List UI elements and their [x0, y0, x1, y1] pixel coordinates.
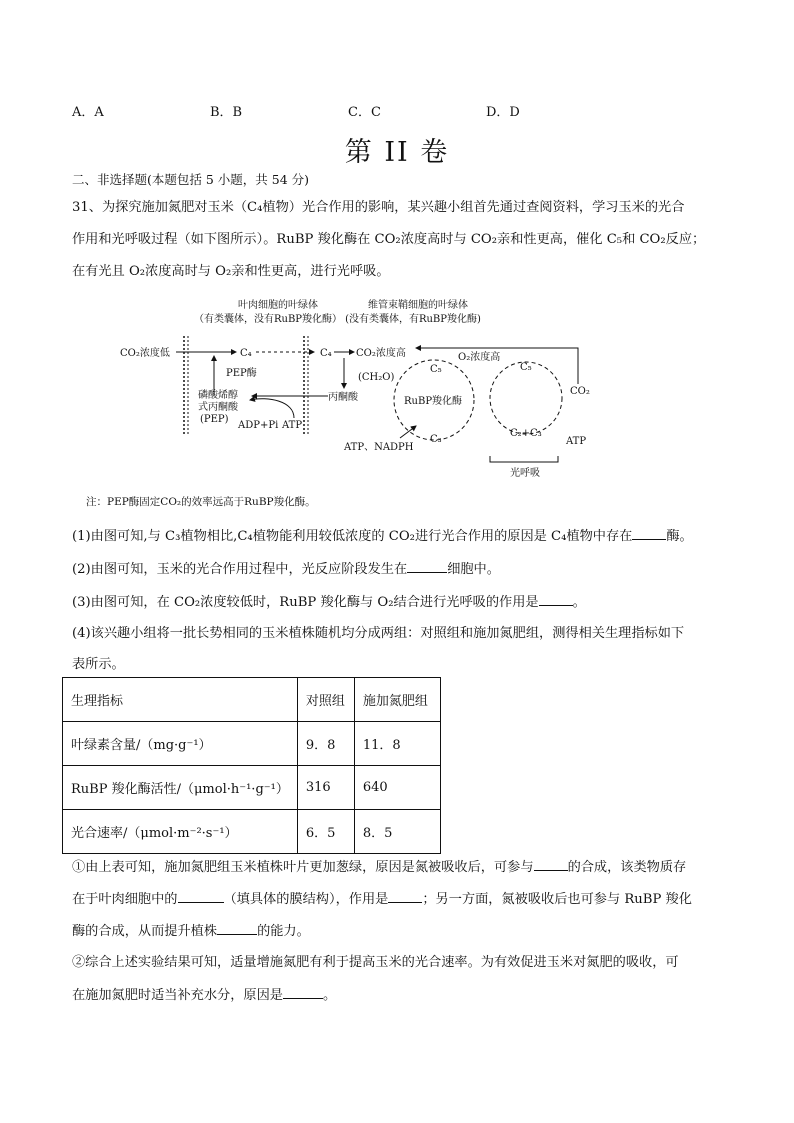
atp-right-label: ATP — [566, 436, 587, 447]
question-intro-line-1: 31、为探究施加氮肥对玉米（C₄植物）光合作用的影响，某兴趣小组首先通过查阅资料，学习玉米的光合 — [72, 200, 685, 215]
option-a: A．A — [72, 105, 104, 120]
co2-low-label: CO₂浓度低 — [120, 348, 170, 359]
o2-high-label: O₂浓度高 — [458, 352, 501, 363]
sub-question-2: (2)由图可知，玉米的光合作用过程中，光反应阶段发生在 细胞中。 — [72, 559, 732, 579]
c4-right-label: C₄ — [320, 348, 332, 359]
c5-left-label: C₅ — [430, 364, 442, 375]
table-cell: 8．5 — [354, 810, 440, 854]
pyruvate-label: 丙酮酸 — [328, 392, 358, 403]
conclusion-1-line-2: 在于叶肉细胞中的 （填具体的膜结构），作用是 ；另一方面，氮被吸收后也可参与 RuBP 羧化 — [72, 889, 732, 909]
c3-label: C₃ — [430, 434, 442, 445]
table-header-row — [63, 678, 441, 722]
c4-photosynthesis-diagram — [118, 296, 604, 486]
bundle-sheath-subtitle: (没有类囊体，有RuBP羧化酶) — [345, 314, 481, 325]
answer-blank[interactable] — [407, 559, 447, 573]
sub-question-3: (3)由图可知，在 CO₂浓度较低时，RuBP 羧化酶与 O₂结合进行光呼吸的作用是 。 — [72, 592, 732, 612]
atp-left-label: ATP — [282, 420, 303, 431]
table-row — [63, 766, 441, 810]
option-d: D．D — [486, 105, 520, 120]
sub-question-4-line-2: 表所示。 — [72, 657, 125, 672]
table-cell: 316 — [297, 766, 354, 810]
atp-nadph-label: ATP、NADPH — [344, 442, 414, 453]
pep-label-2: 式丙酮酸 — [198, 402, 238, 413]
answer-blank[interactable] — [534, 857, 568, 871]
table-row — [63, 722, 441, 766]
table-cell: 9．8 — [297, 722, 354, 766]
table-cell: 6．5 — [297, 810, 354, 854]
table-cell: 光合速率/（μmol·m⁻²·s⁻¹） — [63, 810, 298, 854]
section-title: 第 II 卷 — [344, 137, 450, 168]
pep-label-1: 磷酸烯醇 — [198, 390, 238, 401]
conclusion-2-line-2: 在施加氮肥时适当补充水分，原因是 。 — [72, 985, 732, 1005]
conclusion-1-line-3: 酶的合成，从而提升植株 的能力。 — [72, 921, 732, 941]
option-c: C．C — [348, 105, 381, 120]
question-intro-line-3: 在有光且 O₂浓度高时与 O₂亲和性更高，进行光呼吸。 — [72, 264, 390, 279]
option-b: B．B — [210, 105, 243, 120]
sub-question-1: (1)由图可知,与 C₃植物相比,C₄植物能利用较低浓度的 CO₂进行光合作用的原因是 C₄植物中存在 酶。 — [72, 526, 732, 546]
table-cell: 11．8 — [354, 722, 440, 766]
c5-right-label: C₅ — [520, 362, 532, 373]
c4-left-label: C₄ — [240, 348, 252, 359]
sub-question-4-line-1: (4)该兴趣小组将一批长势相同的玉米植株随机均分成两组：对照组和施加氮肥组，测得相关生理指标如下 — [72, 626, 685, 641]
pep-label-3: (PEP) — [200, 414, 229, 425]
answer-blank[interactable] — [217, 921, 257, 935]
answer-blank[interactable] — [283, 985, 323, 999]
mesophyll-subtitle: （有类囊体，没有RuBP羧化酶） — [193, 314, 343, 325]
ch2o-label: (CH₂O) — [358, 372, 395, 383]
answer-blank[interactable] — [388, 889, 422, 903]
mesophyll-title: 叶肉细胞的叶绿体 — [238, 300, 318, 311]
table-header: 生理指标 — [63, 678, 298, 722]
adp-label: ADP+Pi — [238, 420, 279, 431]
conclusion-1-line-1: ①由上表可知，施加氮肥组玉米植株叶片更加葱绿，原因是氮被吸收后，可参与 的合成，该类物质存 — [72, 857, 732, 877]
co2-high-label: CO₂浓度高 — [356, 348, 406, 359]
conclusion-2-line-1: ②综合上述实验结果可知，适量增施氮肥有利于提高玉米的光合速率。为有效促进玉米对氮肥的吸收，可 — [72, 955, 679, 970]
rubp-label: RuBP羧化酶 — [404, 396, 463, 407]
bundle-sheath-title: 维管束鞘细胞的叶绿体 — [368, 300, 468, 311]
diagram-note: 注：PEP酶固定CO₂的效率远高于RuBP羧化酶。 — [86, 496, 316, 508]
table-cell: 640 — [354, 766, 440, 810]
c2c3-label: C₂+C₃ — [510, 428, 542, 439]
co2-right-label: CO₂ — [570, 386, 590, 397]
table-row — [63, 810, 441, 854]
table-header: 对照组 — [297, 678, 354, 722]
answer-blank[interactable] — [632, 526, 666, 540]
physiology-table — [62, 677, 441, 854]
answer-blank[interactable] — [178, 889, 224, 903]
answer-blank[interactable] — [539, 592, 573, 606]
table-cell: RuBP 羧化酶活性/（μmol·h⁻¹·g⁻¹） — [63, 766, 298, 810]
table-cell: 叶绿素含量/（mg·g⁻¹） — [63, 722, 298, 766]
part-heading: 二、非选择题(本题包括 5 小题，共 54 分) — [72, 172, 310, 187]
pep-enzyme-label: PEP酶 — [226, 368, 257, 379]
table-header: 施加氮肥组 — [354, 678, 440, 722]
question-intro-line-2: 作用和光呼吸过程（如下图所示）。RuBP 羧化酶在 CO₂浓度高时与 CO₂亲和性更高，催化 C₅和 CO₂反应； — [72, 232, 706, 247]
photorespiration-label: 光呼吸 — [510, 468, 540, 479]
